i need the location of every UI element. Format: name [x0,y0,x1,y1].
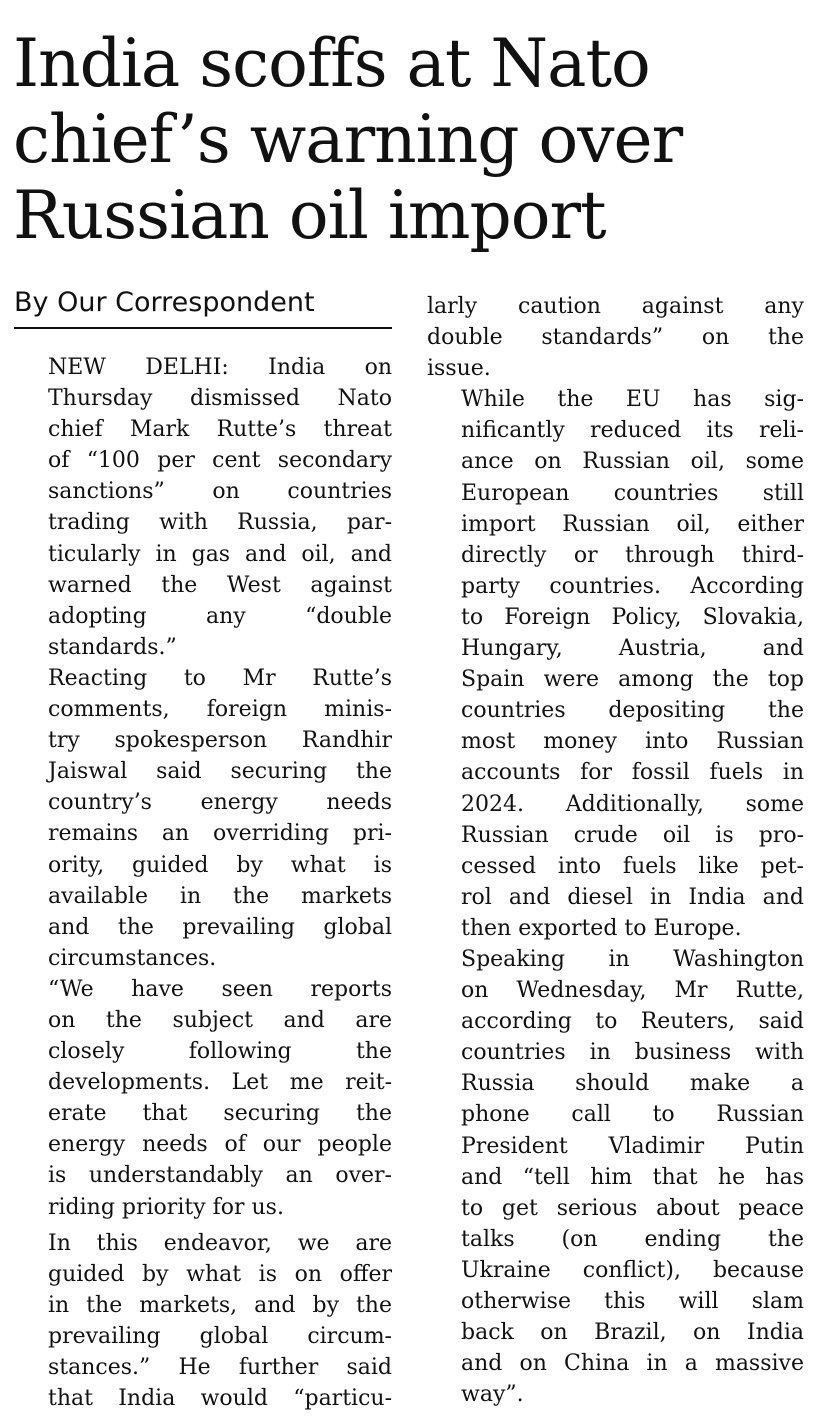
text-line: warned the West against [48,572,392,598]
text-line: chief Mark Rutte’s threat [48,417,392,443]
text-line: accounts for fossil fuels in [461,760,804,786]
text-line: Russian crude oil is pro- [461,822,804,848]
text-line: countries in business with [461,1040,804,1066]
paragraph-continued [427,291,804,384]
text-line: While the EU has sig- [461,387,804,413]
text-line: European countries still [461,480,804,506]
text-line: cessed into fuels like pet- [461,853,804,879]
text-line: back on Brazil, on India [461,1320,804,1346]
text-line: 2024. Additionally, some [461,791,804,817]
text-line: Hungary, Austria, and [461,636,804,662]
article-headline [13,26,813,254]
paragraph-3 [14,974,392,1223]
text-line: President Vladimir Putin [461,1133,804,1159]
text-line: trading with Russia, par- [48,510,392,536]
text-line: on the subject and are [48,1007,392,1033]
text-line: developments. Let me reit- [48,1070,392,1096]
text-line: and “tell him that he has [461,1164,804,1190]
text-line: closely following the [48,1039,392,1065]
text-line: according to Reuters, said [461,1009,804,1035]
paragraph-6 [427,944,804,1410]
text-line: directly or through third- [461,542,804,568]
paragraph-1 [14,352,392,663]
text-line: talks (on ending the [461,1226,804,1252]
text-line: guided by what is on offer [48,1261,392,1287]
text-line: then exported to Europe. [461,915,742,941]
text-line: remains an overriding pri- [48,821,392,847]
text-line: import Russian oil, either [461,511,804,537]
text-line: double standards” on the [427,325,804,351]
text-line: countries depositing the [461,698,804,724]
text-line: available in the markets [48,883,392,909]
text-line: ance on Russian oil, some [461,449,804,475]
text-line: sanctions” on countries [48,479,392,505]
text-line: energy needs of our people [48,1132,392,1158]
text-line: most money into Russian [461,729,804,755]
text-line: ority, guided by what is [48,852,392,878]
text-line: stances.” He further said [48,1355,392,1380]
text-line: prevailing global circum- [48,1323,392,1349]
text-line: Speaking in Washington [461,946,804,972]
text-line: NEW DELHI: India on [48,355,392,380]
text-line: try spokesperson Randhir [48,728,392,754]
text-line: of “100 per cent secondary [48,448,392,474]
text-line: In this endeavor, we are [48,1230,392,1256]
text-line: Russia should make a [461,1071,804,1097]
paragraph-4 [14,1228,392,1415]
text-line: Thursday dismissed Nato [48,386,392,412]
text-line: to Foreign Policy, Slovakia, [461,604,804,630]
text-line: comments, foreign minis- [48,697,392,723]
text-line: and on China in a massive [461,1351,804,1377]
text-line: issue. [427,356,491,382]
headline-line: Russian oil import [13,177,606,254]
text-line: Jaiswal said securing the [48,759,392,785]
text-line: “We have seen reports [48,976,392,1002]
text-line: Spain were among the top [461,667,804,693]
headline-line: chief’s warning over [13,101,683,178]
text-line: rol and diesel in India and [461,884,804,910]
text-line: nificantly reduced its reli- [461,418,804,444]
text-line: phone call to Russian [461,1102,804,1128]
paragraph-2 [14,663,392,974]
text-line: riding priority for us. [48,1194,284,1220]
text-line: standards.” [48,634,177,660]
left-column [14,352,392,1414]
right-column [427,291,804,1410]
paragraph-5 [427,384,804,944]
text-line: on Wednesday, Mr Rutte, [461,978,804,1004]
text-line: adopting any “double [48,603,392,629]
text-line: Ukraine conflict), because [461,1257,804,1283]
text-line: Reacting to Mr Rutte’s [48,665,392,691]
text-line: that India would “particu- [48,1386,392,1412]
text-line: is understandably an over- [48,1163,392,1189]
text-line: party countries. According [461,573,804,599]
text-line: country’s energy needs [48,790,392,816]
headline-line: India scoffs at Nato [13,25,650,102]
text-line: way”. [461,1382,524,1408]
text-line: otherwise this will slam [461,1289,804,1314]
text-line: larly caution against any [427,294,804,319]
text-line: erate that securing the [48,1101,392,1127]
text-line: in the markets, and by the [48,1292,392,1318]
text-line: and the prevailing global [48,914,392,940]
text-line: circumstances. [48,945,217,971]
text-line: ticularly in gas and oil, and [48,541,392,567]
byline: By Our Correspondent [14,285,392,329]
text-line: to get serious about peace [461,1195,804,1221]
